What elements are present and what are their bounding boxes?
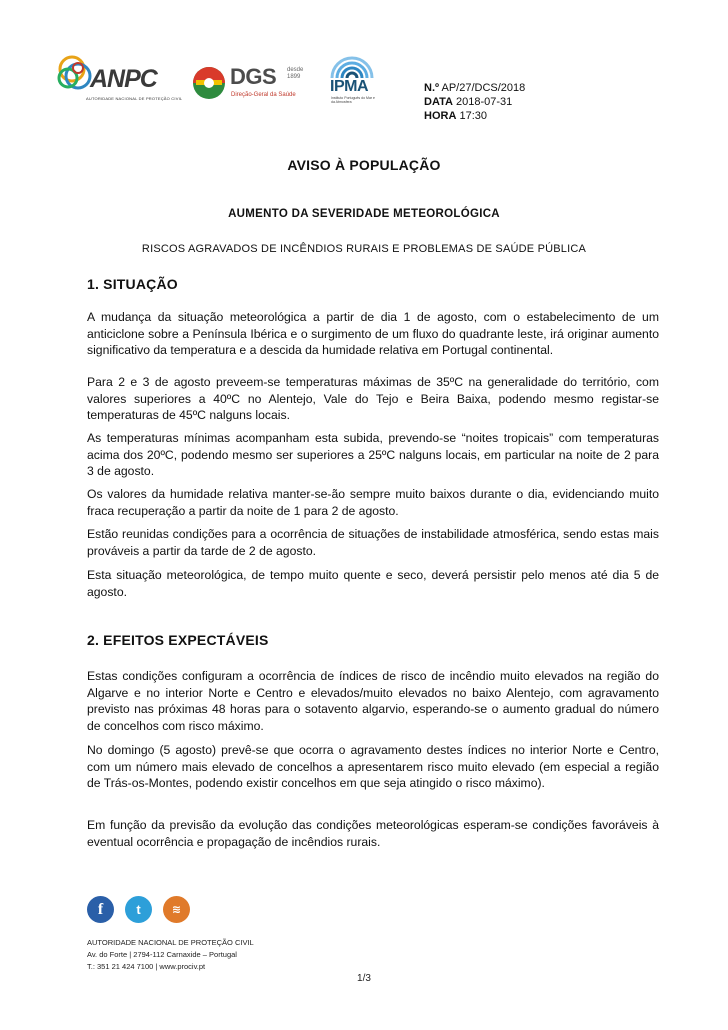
dgs-logo-sub: Direção-Geral da Saúde	[231, 92, 296, 98]
section-heading-efeitos: 2. EFEITOS EXPECTÁVEIS	[87, 632, 269, 648]
dgs-logo-text: DGS	[230, 64, 277, 89]
anpc-logo-sub: AUTORIDADE NACIONAL DE PROTEÇÃO CIVIL	[86, 96, 183, 101]
page-title: AVISO À POPULAÇÃO	[287, 157, 441, 173]
subtitle-risks: RISCOS AGRAVADOS DE INCÊNDIOS RURAIS E PROBLEMAS DE SAÚDE PÚBLICA	[141, 243, 587, 255]
dgs-logo-since: desde 1899	[287, 67, 304, 80]
paragraph: Esta situação meteorológica, de tempo muito quente e seco, deverá persistir pelo menos até dia 5 de agosto.	[87, 568, 659, 599]
footer-contact: T.: 351 21 424 7100 | www.prociv.pt	[87, 962, 206, 971]
footer-address	[87, 937, 254, 973]
section-heading-situacao: 1. SITUAÇÃO	[87, 276, 178, 292]
ipma-emblem-icon	[326, 52, 378, 80]
document-reference	[424, 81, 525, 123]
facebook-icon[interactable]: f	[87, 896, 114, 923]
paragraph: As temperaturas mínimas acompanham esta subida, prevendo-se “noites tropicais” com temperaturas acima dos 20ºC, podendo mesmo ser superiores a 25ºC nalguns locais, em particular na noite de 2 para 3 de agosto.	[87, 431, 659, 478]
footer-street: Av. do Forte | 2794-112 Carnaxide – Portugal	[87, 950, 237, 959]
ipma-logo-text: IPMA	[330, 78, 368, 95]
paragraph: A mudança da situação meteorológica a partir de dia 1 de agosto, com o estabelecimento de um anticiclone sobre a Península Ibérica e o surgimento de um fluxo do quadrante leste, irá originar aumento significativo da temperatura e a descida da humidade relativa em Portugal continental.	[87, 310, 659, 357]
paragraph: Estas condições configuram a ocorrência de índices de risco de incêndio muito elevados na região do Algarve e no interior Norte e Centro e elevados/muito elevados no baixo Alentejo, com agravamento previsto nas próximas 48 horas para o sotavento algarvio, esperando-se o aumento gradual do número de concelhos com risco máximo.	[87, 669, 659, 733]
anpc-logo-text: ANPC	[90, 65, 157, 93]
paragraph: Em função da previsão da evolução das condições meteorológicas esperam-se condições favoráveis à eventual ocorrência e propagação de incêndios rurais.	[87, 818, 659, 849]
reference-date: DATA 2018-07-31	[424, 96, 513, 108]
paragraph: Estão reunidas condições para a ocorrência de situações de instabilidade atmosférica, sendo estas mais prováveis a partir da tarde de 2 de agosto.	[87, 527, 659, 558]
page-number: 1/3	[357, 973, 371, 984]
anpc-logo	[56, 52, 183, 110]
dgs-emblem-icon	[190, 64, 228, 102]
ipma-logo-sub: Instituto Português do Mar e da Atmosfera	[331, 96, 375, 104]
footer-org: AUTORIDADE NACIONAL DE PROTEÇÃO CIVIL	[87, 938, 254, 947]
reference-time: HORA 17:30	[424, 110, 487, 122]
subtitle: AUMENTO DA SEVERIDADE METEOROLÓGICA	[228, 208, 500, 220]
reference-number: N.º AP/27/DCS/2018	[424, 82, 526, 94]
paragraph: Os valores da humidade relativa manter-se-ão sempre muito baixos durante o dia, evidenciando muito fraca recuperação a partir da noite de 1 para 2 de agosto.	[87, 487, 659, 518]
paragraph: No domingo (5 agosto) prevê-se que ocorra o agravamento destes índices no interior Norte e Centro, com um número mais elevado de concelhos a apresentarem risco muito elevado (em especial a região de Trás-os-Montes, podendo existir concelhos em que seja atingido o risco máximo).	[87, 743, 659, 790]
rss-icon[interactable]: ≋	[163, 896, 190, 923]
ipma-logo	[326, 52, 378, 110]
dgs-logo	[190, 62, 310, 104]
twitter-icon[interactable]: t	[125, 896, 152, 923]
paragraph: Para 2 e 3 de agosto preveem-se temperaturas máximas de 35ºC na generalidade do território, com valores superiores a 40ºC no Alentejo, Vale do Tejo e Beira Baixa, podendo mesmo registar-se temperaturas de 45ºC nalguns locais.	[87, 375, 659, 422]
